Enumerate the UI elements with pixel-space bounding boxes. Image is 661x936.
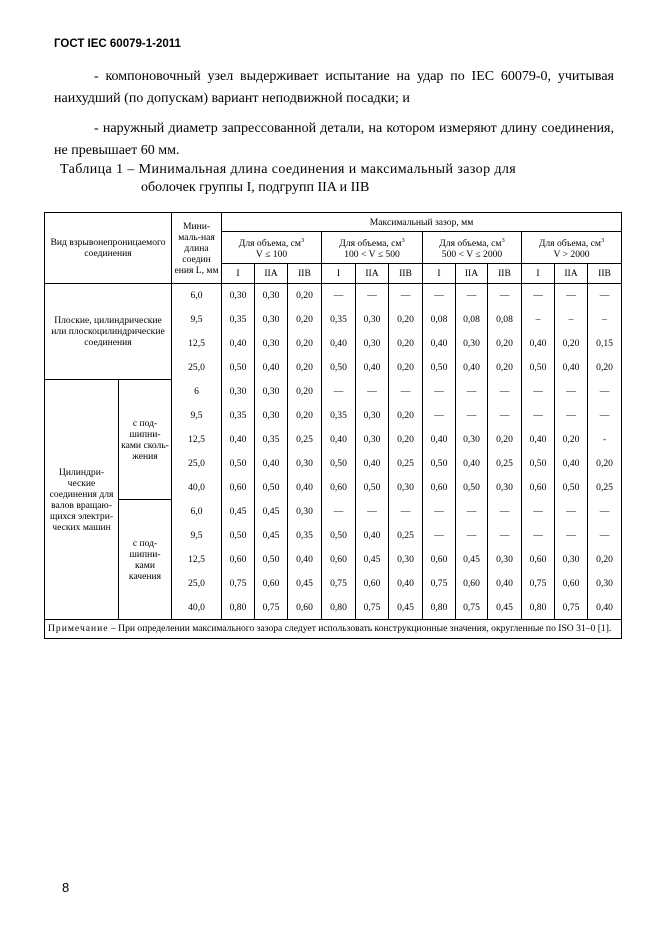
gap-value: 0,30	[456, 428, 488, 452]
table-caption-line1: Таблица 1 – Минимальная длина соединения и максимальный зазор для	[60, 162, 517, 177]
gap-value: 0,60	[322, 548, 356, 572]
gap-value: 0,30	[456, 332, 488, 356]
gap-value: 0,50	[423, 356, 456, 380]
gap-value: 0,30	[255, 308, 288, 332]
gap-value: —	[456, 284, 488, 308]
gap-value: —	[488, 284, 522, 308]
gap-value: 0,60	[356, 572, 389, 596]
gap-value: 0,40	[456, 356, 488, 380]
subgroup-header: IIB	[588, 264, 622, 284]
subgroup-header: IIB	[389, 264, 423, 284]
volume-group-header	[522, 232, 622, 264]
volume-unit-exponent: 3	[300, 236, 305, 244]
gap-value: 0,75	[222, 572, 255, 596]
gap-value: —	[588, 284, 622, 308]
length-value: 25,0	[172, 356, 222, 380]
gap-value: 0,50	[555, 476, 588, 500]
gap-value: 0,08	[488, 308, 522, 332]
gap-value: –	[588, 308, 622, 332]
gap-value: 0,45	[389, 596, 423, 620]
gap-value: 0,45	[456, 548, 488, 572]
gap-value: 0,40	[322, 332, 356, 356]
gap-value: 0,60	[456, 572, 488, 596]
gap-value: 0,50	[423, 452, 456, 476]
gap-value: —	[322, 500, 356, 524]
gap-value: —	[423, 404, 456, 428]
gap-value: 0,45	[222, 500, 255, 524]
subgroup-header: I	[222, 264, 255, 284]
gap-value: 0,30	[288, 452, 322, 476]
gap-value: —	[522, 500, 555, 524]
gap-value: 0,40	[356, 524, 389, 548]
gap-value: 0,20	[588, 356, 622, 380]
gap-value: 0,40	[588, 596, 622, 620]
gap-value: 0,20	[488, 356, 522, 380]
volume-unit-exponent: 3	[601, 236, 605, 244]
gap-value: —	[488, 524, 522, 548]
gap-value: 0,30	[222, 380, 255, 404]
gap-value: 0,20	[588, 452, 622, 476]
gap-value: 0,20	[389, 356, 423, 380]
gap-value: 0,40	[356, 452, 389, 476]
gap-value: 0,20	[288, 332, 322, 356]
paragraph-impact-test: - компоновочный узел выдерживает испытание на удар по IEC 60079-0, учитывая наихудший (по допускам) вариант неподвижной посадки; и	[54, 69, 614, 106]
gap-value: —	[423, 380, 456, 404]
subgroup-header: IIA	[456, 264, 488, 284]
volume-label: Для объема, см	[238, 238, 301, 250]
volume-group-header	[222, 232, 322, 264]
gap-value: —	[555, 380, 588, 404]
gap-value: 0,25	[488, 452, 522, 476]
subgroup-header: I	[522, 264, 555, 284]
gap-value: —	[588, 524, 622, 548]
length-value: 40,0	[172, 476, 222, 500]
gap-value: 0,50	[222, 452, 255, 476]
gap-value: 0,20	[288, 404, 322, 428]
gap-value: —	[423, 284, 456, 308]
gap-value: 0,20	[555, 428, 588, 452]
gap-value: 0,30	[389, 476, 423, 500]
gap-value: 0,40	[222, 332, 255, 356]
length-value: 6	[172, 380, 222, 404]
gap-value: 0,30	[255, 380, 288, 404]
gap-value: 0,60	[322, 476, 356, 500]
table-note	[45, 620, 622, 639]
gap-value: 0,30	[255, 404, 288, 428]
gap-value: 0,30	[488, 476, 522, 500]
gap-value: 0,30	[288, 500, 322, 524]
gap-value: 0,30	[356, 332, 389, 356]
gap-value: 0,20	[389, 428, 423, 452]
gap-value: 0,45	[288, 572, 322, 596]
gap-value: —	[456, 524, 488, 548]
gap-value: 0,40	[356, 356, 389, 380]
gap-value: 0,75	[423, 572, 456, 596]
flat-joint-label: Плоские, цилиндрические или плоскоцилиндрические соединения	[45, 284, 172, 380]
gap-value: 0,60	[423, 476, 456, 500]
gap-value: 0,60	[555, 572, 588, 596]
gap-value: 0,30	[488, 548, 522, 572]
gap-value: 0,50	[255, 476, 288, 500]
length-value: 6,0	[172, 500, 222, 524]
gap-value: —	[322, 284, 356, 308]
subgroup-header: I	[423, 264, 456, 284]
gap-value: 0,35	[222, 308, 255, 332]
gap-value: 0,60	[522, 548, 555, 572]
gap-value: 0,20	[488, 332, 522, 356]
length-value: 9,5	[172, 308, 222, 332]
volume-range: V ≤ 100	[255, 249, 288, 261]
subgroup-header: IIA	[356, 264, 389, 284]
gap-value: —	[389, 500, 423, 524]
gap-value: 0,15	[588, 332, 622, 356]
table-caption-line2: оболочек группы I, подгрупп IIA и IIB	[141, 180, 370, 195]
gap-value: —	[522, 380, 555, 404]
gap-value: 0,40	[389, 572, 423, 596]
gap-value: 0,80	[222, 596, 255, 620]
gap-value: –	[522, 308, 555, 332]
volume-range: 100 < V ≤ 500	[344, 249, 400, 261]
gap-value: 0,30	[389, 548, 423, 572]
gap-value: —	[555, 500, 588, 524]
gap-value: 0,45	[356, 548, 389, 572]
gap-value: 0,75	[255, 596, 288, 620]
gap-value: 0,20	[288, 308, 322, 332]
gap-value: 0,40	[522, 332, 555, 356]
gap-value: 0,50	[255, 548, 288, 572]
volume-range: 500 < V ≤ 2000	[441, 249, 503, 261]
gap-value: —	[456, 380, 488, 404]
subgroup-header: IIA	[255, 264, 288, 284]
gap-value: 0,40	[488, 572, 522, 596]
gap-value: 0,25	[389, 452, 423, 476]
gap-value: —	[389, 380, 423, 404]
gap-value: 0,40	[288, 548, 322, 572]
gap-value: 0,50	[222, 524, 255, 548]
gap-value: 0,40	[522, 428, 555, 452]
gap-value: 0,30	[588, 572, 622, 596]
gap-value: 0,50	[356, 476, 389, 500]
header-min-length: Мини-маль-ная длина соедин ения L, мм	[172, 213, 222, 284]
gap-value: 0,50	[522, 356, 555, 380]
header-max-gap: Максимальный зазор, мм	[222, 213, 622, 232]
gap-value: —	[522, 404, 555, 428]
gap-value: 0,45	[255, 500, 288, 524]
header-joint-type: Вид взрывонепроницаемого соединения	[45, 213, 172, 284]
length-value: 9,5	[172, 524, 222, 548]
volume-range: V > 2000	[553, 249, 590, 261]
gap-value: —	[588, 500, 622, 524]
gap-value: 0,50	[456, 476, 488, 500]
gap-value: 0,20	[555, 332, 588, 356]
standard-header: ГОСТ IEC 60079-1-2011	[54, 38, 181, 50]
length-value: 12,5	[172, 548, 222, 572]
gap-value: 0,75	[522, 572, 555, 596]
gap-value: 0,75	[555, 596, 588, 620]
note-label: Примечание	[48, 623, 109, 634]
gap-value: 0,40	[555, 452, 588, 476]
gap-value: —	[555, 404, 588, 428]
gap-value: 0,35	[322, 404, 356, 428]
gap-value: 0,60	[222, 548, 255, 572]
volume-group-header	[423, 232, 522, 264]
gap-value: 0,30	[222, 284, 255, 308]
gap-value: —	[423, 524, 456, 548]
gap-value: 0,25	[588, 476, 622, 500]
gap-value: 0,40	[423, 332, 456, 356]
gap-value: —	[555, 524, 588, 548]
page-number: 8	[62, 880, 70, 895]
gap-value: 0,35	[322, 308, 356, 332]
length-value: 12,5	[172, 428, 222, 452]
gap-value: —	[322, 380, 356, 404]
gap-value: 0,45	[488, 596, 522, 620]
gap-value: 0,40	[255, 356, 288, 380]
gap-value: 0,60	[423, 548, 456, 572]
gap-value: —	[522, 524, 555, 548]
gap-value: -	[588, 428, 622, 452]
gap-value: 0,20	[588, 548, 622, 572]
cylindrical-joint-label: Цилиндри-ческие соединения для валов вращаю-щихся электри-ческих машин	[45, 380, 119, 620]
subgroup-header: I	[322, 264, 356, 284]
gap-value: 0,35	[222, 404, 255, 428]
gap-value: 0,50	[522, 452, 555, 476]
gap-value: —	[488, 500, 522, 524]
volume-label: Для объема, см	[439, 238, 502, 250]
gap-value: 0,75	[322, 572, 356, 596]
gap-value: 0,08	[423, 308, 456, 332]
length-value: 9,5	[172, 404, 222, 428]
gap-value: 0,60	[255, 572, 288, 596]
gap-value: —	[488, 404, 522, 428]
length-value: 25,0	[172, 572, 222, 596]
gap-value: —	[356, 380, 389, 404]
gap-value: —	[588, 380, 622, 404]
gap-value: 0,40	[255, 452, 288, 476]
gap-value: —	[423, 500, 456, 524]
volume-group-header	[322, 232, 423, 264]
subgroup-header: IIB	[488, 264, 522, 284]
subgroup-header: IIB	[288, 264, 322, 284]
gap-value: 0,20	[389, 404, 423, 428]
gap-value: 0,35	[288, 524, 322, 548]
gap-value: 0,80	[522, 596, 555, 620]
gap-value: 0,20	[389, 332, 423, 356]
gap-value: 0,60	[288, 596, 322, 620]
gap-value: 0,40	[322, 428, 356, 452]
gap-value: –	[555, 308, 588, 332]
length-value: 6,0	[172, 284, 222, 308]
gap-value: 0,25	[389, 524, 423, 548]
gap-value: 0,20	[288, 356, 322, 380]
gap-value: 0,75	[456, 596, 488, 620]
gap-value: 0,30	[356, 308, 389, 332]
sleeve-bearing-label: с под-шипни-ками сколь-жения	[119, 380, 172, 500]
gap-value: 0,80	[423, 596, 456, 620]
gap-value: 0,45	[255, 524, 288, 548]
rolling-bearing-label: с под-шипни-ками качения	[119, 500, 172, 620]
gap-value: 0,50	[322, 356, 356, 380]
gap-value: —	[488, 380, 522, 404]
gap-value: 0,30	[356, 404, 389, 428]
gap-value: 0,50	[222, 356, 255, 380]
length-value: 40,0	[172, 596, 222, 620]
gap-value: —	[456, 500, 488, 524]
gap-table	[44, 212, 622, 639]
volume-label: Для объема, см	[339, 238, 402, 250]
gap-value: 0,20	[288, 380, 322, 404]
gap-value: 0,75	[356, 596, 389, 620]
paragraph-outer-diameter: - наружный диаметр запрессованной детали, на котором измеряют длину соединения, не превышает 60 мм.	[54, 121, 614, 158]
gap-value: 0,60	[522, 476, 555, 500]
gap-value: —	[356, 284, 389, 308]
gap-value: 0,25	[288, 428, 322, 452]
volume-label: Для объема, см	[538, 238, 602, 250]
gap-value: —	[356, 500, 389, 524]
gap-value: 0,30	[555, 548, 588, 572]
gap-value: 0,20	[288, 284, 322, 308]
gap-value: 0,08	[456, 308, 488, 332]
note-text: – При определении максимального зазора следует использовать конструкционные значения, округленные по ISO 31–0 [1].	[108, 623, 612, 634]
gap-value: 0,35	[255, 428, 288, 452]
subgroup-header: IIA	[555, 264, 588, 284]
volume-unit-exponent: 3	[401, 236, 405, 244]
gap-value: —	[456, 404, 488, 428]
gap-value: —	[522, 284, 555, 308]
gap-value: 0,20	[389, 308, 423, 332]
volume-unit-exponent: 3	[501, 236, 505, 244]
gap-value: —	[389, 284, 423, 308]
gap-value: 0,40	[222, 428, 255, 452]
gap-value: 0,30	[255, 284, 288, 308]
gap-value: 0,80	[322, 596, 356, 620]
length-value: 25,0	[172, 452, 222, 476]
gap-value: —	[555, 284, 588, 308]
length-value: 12,5	[172, 332, 222, 356]
gap-value: —	[588, 404, 622, 428]
gap-value: 0,30	[356, 428, 389, 452]
gap-value: 0,30	[255, 332, 288, 356]
gap-value: 0,40	[423, 428, 456, 452]
gap-value: 0,60	[222, 476, 255, 500]
gap-value: 0,50	[322, 452, 356, 476]
gap-value: 0,40	[555, 356, 588, 380]
gap-value: 0,50	[322, 524, 356, 548]
gap-value: 0,40	[456, 452, 488, 476]
gap-value: 0,40	[288, 476, 322, 500]
gap-value: 0,20	[488, 428, 522, 452]
